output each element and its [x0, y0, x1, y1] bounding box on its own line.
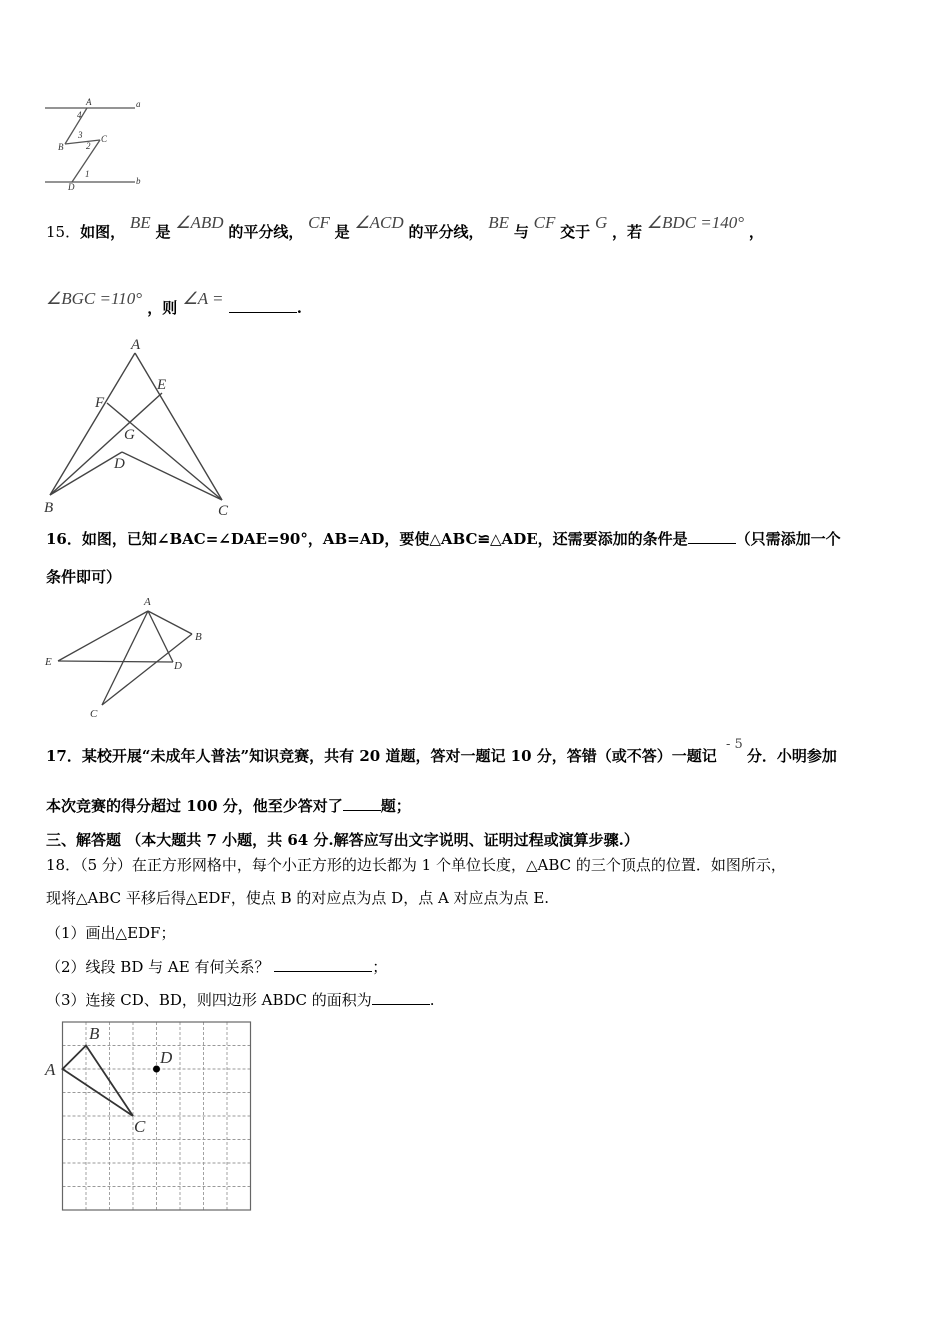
q18-text: 18．（5 分）在正方形网格中，每个小正方形的边长都为 1 个单位长度，△ABC 的三个顶点的位置．如图所示，: [46, 856, 786, 874]
q15-text: 是: [334, 223, 350, 241]
q15-text: 与: [513, 223, 529, 241]
angle-label-3: 3: [78, 130, 83, 140]
label-D: D: [160, 1048, 173, 1067]
figure-two-right-triangles: [40, 590, 215, 725]
q15-text: 如图，: [80, 223, 126, 241]
question-18-line1: [46, 855, 786, 875]
math-G: G: [594, 213, 608, 232]
question-number: 15．: [46, 223, 81, 241]
label-E: E: [45, 656, 52, 668]
math-angle-A: ∠A =: [182, 289, 224, 308]
math-neg-5: - 5: [726, 737, 743, 752]
q15-text: ，则: [147, 299, 178, 317]
q17-text: 分．小明参加: [746, 747, 837, 765]
math-CF: CF: [308, 213, 330, 232]
q18-text: （2）线段 BD 与 AE 有何关系？: [46, 958, 270, 976]
point-D: [153, 1066, 160, 1073]
question-18-part2: [46, 957, 387, 977]
math-angle-ABD: ∠ABD: [175, 213, 224, 232]
q15-text: 的平分线，: [408, 223, 484, 241]
label-A: A: [86, 97, 92, 107]
q15-text: 是: [155, 223, 171, 241]
q15-text: ，若: [612, 223, 643, 241]
section-heading: [46, 830, 639, 850]
q15-text: 交于: [560, 223, 591, 241]
figure-square-grid: [40, 1015, 260, 1220]
q15-text: 的平分线，: [228, 223, 304, 241]
question-17-line1: [46, 737, 837, 768]
label-a: a: [136, 99, 141, 109]
label-C: C: [218, 503, 229, 519]
angle-label-4: 4: [77, 110, 82, 120]
math-BE: BE: [488, 213, 510, 232]
question-16-line2: [46, 567, 121, 587]
question-15-line1: [46, 213, 764, 242]
q17-text: 本次竞赛的得分超过 100 分，他至少答对了: [46, 797, 343, 815]
answer-blank[interactable]: [229, 298, 297, 313]
answer-blank[interactable]: [343, 796, 381, 811]
answer-blank[interactable]: [372, 990, 430, 1005]
angle-label-2: 2: [86, 141, 91, 151]
section-title: 三、解答题 （本大题共 7 小题，共 64 分.解答应写出文字说明、证明过程或演算步骤.）: [46, 831, 639, 849]
q15-text: .: [296, 299, 302, 317]
label-C: C: [101, 134, 108, 144]
label-B: B: [195, 631, 202, 643]
answer-blank[interactable]: [688, 529, 736, 544]
label-E: E: [157, 377, 167, 393]
question-17-line2: [46, 796, 411, 816]
q16-text: （只需添加一个: [735, 530, 841, 548]
label-D: D: [114, 456, 125, 472]
label-b: b: [136, 176, 141, 186]
math-angle-BDC: ∠BDC =140°: [646, 213, 745, 232]
q17-text: 题；: [380, 797, 411, 815]
label-B: B: [44, 500, 54, 516]
label-D: D: [174, 660, 182, 672]
math-BE: BE: [129, 213, 151, 232]
label-A: A: [131, 337, 141, 353]
q18-text: ；: [372, 958, 388, 976]
label-C: C: [134, 1117, 146, 1136]
figure-parallel-lines: [40, 95, 150, 190]
question-18-part3: [46, 990, 435, 1010]
label-A: A: [45, 1060, 56, 1079]
math-angle-ACD: ∠ACD: [354, 213, 404, 232]
answer-blank[interactable]: [274, 957, 372, 972]
q17-text: 17．某校开展“未成年人普法”知识竞赛，共有 20 道题，答对一题记 10 分，答错（或不答）一题记: [46, 747, 717, 765]
q16-text: 条件即可）: [46, 568, 122, 586]
question-16-line1: [46, 529, 841, 549]
label-B: B: [58, 142, 64, 152]
q15-text: ，: [748, 223, 764, 241]
label-C: C: [90, 708, 98, 720]
angle-label-1: 1: [85, 169, 90, 179]
math-angle-BGC: ∠BGC =110°: [46, 289, 142, 308]
figure-triangle-bisectors: [40, 335, 240, 520]
question-15-line2: [46, 289, 302, 318]
label-A: A: [144, 596, 151, 608]
math-CF: CF: [533, 213, 556, 232]
question-18-line2: [46, 888, 549, 908]
label-G: G: [124, 427, 135, 443]
q18-text: （1）画出△EDF；: [46, 924, 176, 942]
q18-text: （3）连接 CD、BD，则四边形 ABDC 的面积为: [46, 991, 372, 1009]
q16-text: 16．如图，已知∠BAC=∠DAE=90°，AB=AD，要使△ABC≌△ADE，还需要添加的条件是: [46, 530, 688, 548]
label-D: D: [68, 182, 75, 190]
label-F: F: [95, 395, 105, 411]
q18-text: .: [429, 991, 435, 1009]
label-B: B: [89, 1024, 100, 1043]
q18-text: 现将△ABC 平移后得△EDF，使点 B 的对应点为点 D，点 A 对应点为点 E.: [46, 889, 550, 907]
question-18-part1: [46, 923, 175, 943]
